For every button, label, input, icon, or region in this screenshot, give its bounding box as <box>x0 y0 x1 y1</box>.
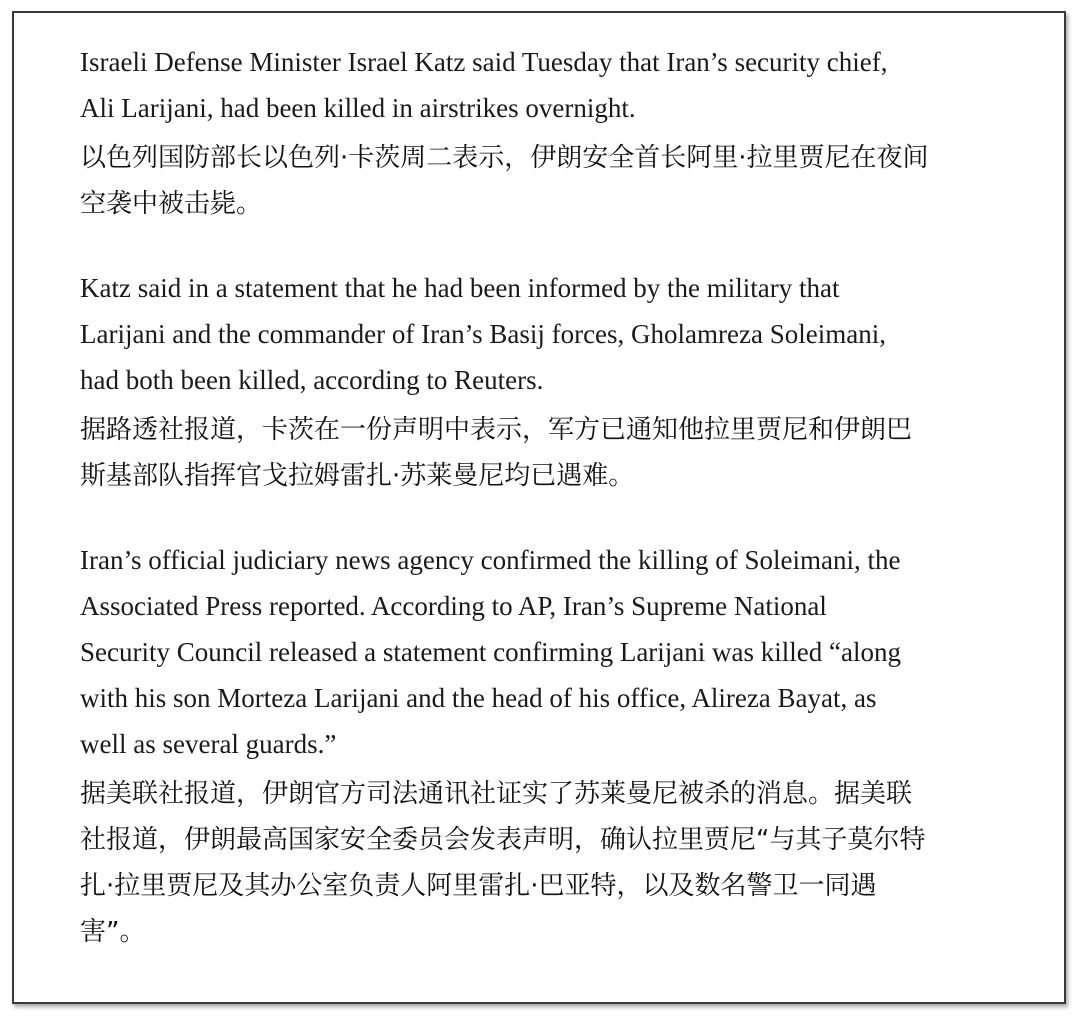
text-line: Ali Larijani, had been killed in airstrikes overnight. <box>80 93 636 123</box>
chinese-text <box>80 771 1020 955</box>
text-line: Security Council released a statement confirming Larijani was killed “along <box>80 637 901 667</box>
text-line: 据路透社报道，卡茨在一份声明中表示，军方已通知他拉里贾尼和伊朗巴 <box>80 415 913 445</box>
text-line: had both been killed, according to Reuters. <box>80 365 544 395</box>
paragraph-3 <box>80 537 1020 955</box>
text-line: well as several guards.” <box>80 729 337 759</box>
article-content <box>80 39 1020 955</box>
text-line: 害”。 <box>80 917 146 947</box>
text-line: with his son Morteza Larijani and the head of his office, Alireza Bayat, as <box>80 683 877 713</box>
chinese-text <box>80 407 1020 499</box>
english-text <box>80 265 1020 403</box>
text-line: Israeli Defense Minister Israel Katz said Tuesday that Iran’s security chief, <box>80 47 888 77</box>
english-text <box>80 39 1020 131</box>
text-line: Larijani and the commander of Iran’s Basij forces, Gholamreza Soleimani, <box>80 319 886 349</box>
chinese-text <box>80 135 1020 227</box>
text-line: 空袭中被击毙。 <box>80 189 263 219</box>
paragraph-2 <box>80 265 1020 499</box>
paragraph-1 <box>80 39 1020 227</box>
text-line: 斯基部队指挥官戈拉姆雷扎·苏莱曼尼均已遇难。 <box>80 461 635 491</box>
text-line: 据美联社报道，伊朗官方司法通讯社证实了苏莱曼尼被杀的消息。据美联 <box>80 779 913 809</box>
article-frame <box>12 11 1066 1004</box>
english-text <box>80 537 1020 767</box>
text-line: Katz said in a statement that he had been informed by the military that <box>80 273 840 303</box>
text-line: Associated Press reported. According to AP, Iran’s Supreme National <box>80 591 827 621</box>
text-line: 扎·拉里贾尼及其办公室负责人阿里雷扎·巴亚特，以及数名警卫一同遇 <box>80 871 877 901</box>
text-line: 以色列国防部长以色列·卡茨周二表示，伊朗安全首长阿里·拉里贾尼在夜间 <box>80 143 929 173</box>
text-line: Iran’s official judiciary news agency confirmed the killing of Soleimani, the <box>80 545 901 575</box>
text-line: 社报道，伊朗最高国家安全委员会发表声明，确认拉里贾尼“与其子莫尔特 <box>80 825 926 855</box>
